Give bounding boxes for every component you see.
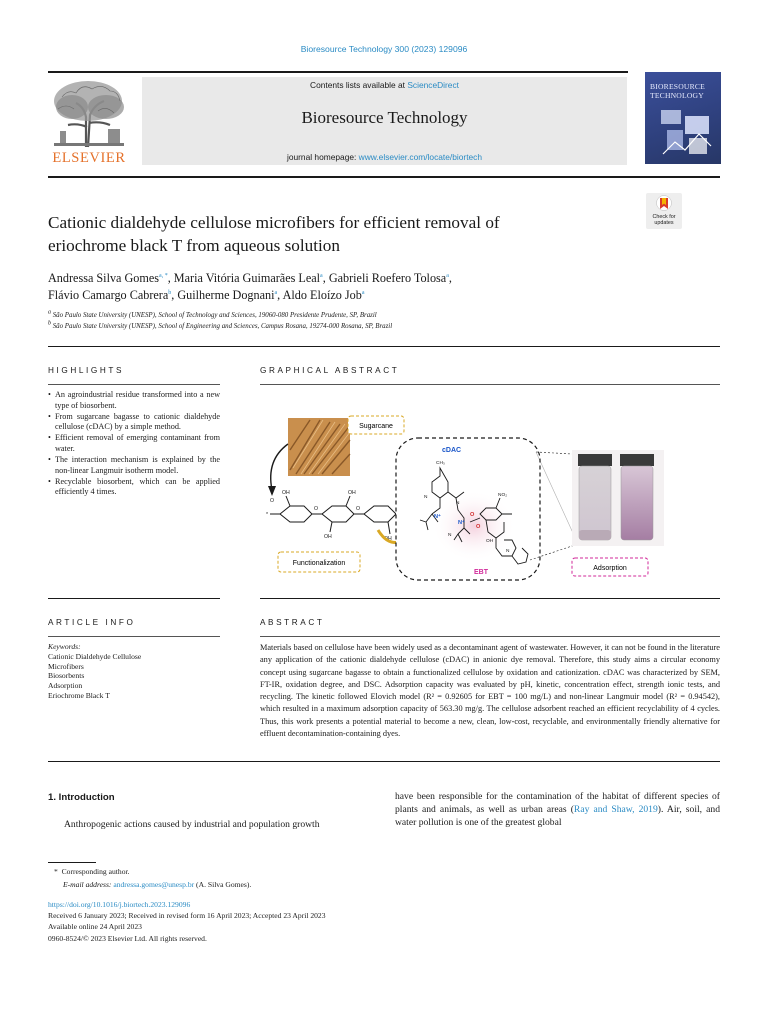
footnote-rule xyxy=(48,862,96,863)
check-updates-line2: updates xyxy=(654,220,674,226)
keyword-item: Eriochrome Black T xyxy=(48,690,110,700)
author-name[interactable]: Gabrieli Roefero Tolosa xyxy=(328,271,447,285)
check-for-updates-badge[interactable] xyxy=(646,193,682,229)
affiliations-rule xyxy=(48,346,720,347)
homepage-prefix: journal homepage: xyxy=(286,152,359,162)
highlight-item: • Efficient removal of emerging contaminant from water. xyxy=(48,433,220,454)
footnote-email xyxy=(63,879,251,890)
highlights-list xyxy=(48,390,220,498)
author-separator: , xyxy=(448,271,452,285)
svg-text:N: N xyxy=(448,533,452,538)
sugarcane-label: Sugarcane xyxy=(359,423,393,430)
email-link[interactable]: andressa.gomes@unesp.br xyxy=(113,880,195,889)
author-name[interactable]: Maria Vitória Guimarães Leal xyxy=(173,271,321,285)
author-affiliation-mark[interactable]: a xyxy=(361,289,365,296)
affiliations xyxy=(48,310,708,332)
abstract-bottom-rule xyxy=(48,761,720,762)
article-title-line1: Cationic dialdehyde cellulose microfibers for efficient removal of xyxy=(48,213,500,232)
cover-title-line2: TECHNOLOGY xyxy=(650,91,704,100)
author-affiliation-mark[interactable]: a xyxy=(274,289,278,296)
citation-link[interactable]: Ray and Shaw, 2019 xyxy=(573,804,658,815)
graphical-abstract-figure[interactable] xyxy=(260,410,720,582)
intro-text-b: ). Air, soil, and water pollution is one of the greatest global xyxy=(395,804,720,828)
footnote-corresponding xyxy=(54,866,130,877)
header-top-rule xyxy=(48,71,628,73)
author-name[interactable]: Andressa Silva Gomes xyxy=(48,271,160,285)
svg-text:*: * xyxy=(266,512,269,518)
adsorption-label: Adsorption xyxy=(593,565,627,572)
affiliation-mark: b xyxy=(48,320,51,327)
author-affiliation-mark[interactable]: a xyxy=(446,272,449,279)
author-name[interactable]: Aldo Eloízo Job xyxy=(282,288,362,302)
article-info-heading: ARTICLE INFO xyxy=(48,618,136,627)
abstract-heading: ABSTRACT xyxy=(260,618,325,627)
highlight-item: • From sugarcane bagasse to cationic dialdehyde cellulose (cDAC) by a simple method. xyxy=(48,412,220,433)
highlight-item: • Recyclable biosorbent, which can be applied efficiently 4 times. xyxy=(48,477,220,498)
article-title xyxy=(48,212,638,257)
abstract-rule xyxy=(260,636,720,637)
cellulose-structure xyxy=(270,496,406,534)
elsevier-logo[interactable] xyxy=(48,77,130,165)
doi-link[interactable]: https://doi.org/10.1016/j.biortech.2023.129096 xyxy=(48,900,191,909)
highlights-heading: HIGHLIGHTS xyxy=(48,366,125,375)
contents-prefix: Contents lists available at xyxy=(310,80,408,90)
article-title-line2: eriochrome black T from aqueous solution xyxy=(48,235,340,255)
abstract-top-rule xyxy=(260,598,720,599)
elsevier-tree-icon xyxy=(48,77,130,151)
author-separator: , xyxy=(322,271,329,285)
svg-text:O: O xyxy=(476,524,481,530)
ebt-label: EBT xyxy=(474,569,488,576)
affiliation-mark: a xyxy=(48,309,51,316)
check-updates-line1: Check for xyxy=(652,214,676,220)
affiliation-b xyxy=(48,321,708,332)
svg-text:N: N xyxy=(424,495,428,500)
author-affiliation-mark[interactable]: b xyxy=(168,289,172,296)
received-dates: Received 6 January 2023; Received in revised form 16 April 2023; Accepted 23 April 2023 xyxy=(48,911,326,921)
author-separator: , xyxy=(167,271,174,285)
keyword-item: Cationic Dialdehyde Cellulose xyxy=(48,651,142,661)
author-name[interactable]: Flávio Camargo Cabrera xyxy=(48,288,169,302)
cover-title-line1: BIORESOURCE xyxy=(650,82,705,91)
sciencedirect-link[interactable]: ScienceDirect xyxy=(407,80,459,90)
keywords-block xyxy=(48,642,220,701)
email-suffix: (A. Silva Gomes). xyxy=(194,880,252,889)
introduction-heading: 1. Introduction xyxy=(48,792,115,803)
author-affiliation-mark[interactable]: a, * xyxy=(159,272,168,279)
affiliation-text: São Paulo State University (UNESP), School of Engineering and Sciences, Campus Rosana, 19274-000 Rosana, SP, Brazil xyxy=(52,323,393,330)
article-info-rule xyxy=(48,636,220,637)
graphical-abstract-heading: GRAPHICAL ABSTRACT xyxy=(260,366,400,375)
journal-header-band xyxy=(142,77,627,165)
author-line-2 xyxy=(48,287,668,304)
highlight-item: • The interaction mechanism is explained by the non-linear Langmuir isotherm model. xyxy=(48,455,220,476)
cdac-label: cDAC xyxy=(442,447,462,454)
graphical-abstract-svg xyxy=(260,410,720,582)
journal-reference[interactable]: Bioresource Technology 300 (2023) 129096 xyxy=(300,44,468,54)
highlight-item: • An agroindustrial residue transformed into a new type of biosorbent. xyxy=(48,390,220,411)
svg-text:O: O xyxy=(270,498,275,504)
contents-available-line xyxy=(142,80,627,90)
corresponding-author-text: Corresponding author. xyxy=(61,867,130,876)
introduction-col2-text xyxy=(395,790,720,829)
author-list xyxy=(48,270,668,304)
svg-text:N⁺: N⁺ xyxy=(434,514,441,520)
svg-text:N⁺: N⁺ xyxy=(458,520,465,526)
functionalization-label: Functionalization xyxy=(292,560,346,567)
svg-text:OH: OH xyxy=(384,536,392,542)
available-online: Available online 24 April 2023 xyxy=(48,922,142,932)
elsevier-wordmark: ELSEVIER xyxy=(52,150,126,166)
svg-text:O: O xyxy=(470,512,475,518)
header-bottom-rule xyxy=(48,176,720,178)
svg-text:NO₂: NO₂ xyxy=(498,493,508,498)
svg-text:O: O xyxy=(314,506,319,512)
highlights-rule xyxy=(48,384,220,385)
journal-title: Bioresource Technology xyxy=(301,108,468,127)
author-line-1 xyxy=(48,270,668,287)
affiliation-a xyxy=(48,310,708,321)
cover-graphic-icon xyxy=(659,106,715,160)
graphical-abstract-rule xyxy=(260,384,720,385)
svg-text:N: N xyxy=(506,549,510,554)
email-label: E-mail address: xyxy=(63,880,114,889)
intro-text-a: have been responsible for the contamination of the habitat of different species of plants and animals, as well as urban areas ( xyxy=(395,791,720,815)
sugarcane-bagasse-image xyxy=(288,418,350,476)
adsorption-vials-image xyxy=(572,450,664,546)
bookmark-icon xyxy=(656,195,672,213)
journal-homepage-link[interactable]: www.elsevier.com/locate/biortech xyxy=(358,152,483,162)
author-separator: , xyxy=(277,288,283,302)
keyword-item: Adsorption xyxy=(48,681,83,691)
svg-text:OH: OH xyxy=(486,539,494,544)
footnote-star: * xyxy=(54,867,62,876)
svg-text:O: O xyxy=(356,506,361,512)
article-info-top-rule xyxy=(48,598,220,599)
svg-text:CH₃: CH₃ xyxy=(436,461,445,466)
copyright: 0960-8524/© 2023 Elsevier Ltd. All rights reserved. xyxy=(48,933,207,943)
article-history xyxy=(48,899,326,944)
introduction-col1-text: Anthropogenic actions caused by industrial and population growth xyxy=(64,819,320,830)
abstract-text: Materials based on cellulose have been widely used as a decontaminant agent of wastewater. However, it can not be found in the literature any application of the cationic dialdehyde cellulose (cDAC) in anionic dye removal. Therefore, this study aims a circular economy concept using sugarcane bagasse to obtain a functionalized cellulose by oxidation and cationization. cDAC was characterized by SEM, FT-IR, oxidation degree, and DSC. Adsorption capacity was evaluated by pH, kinetic, concentration effect, strength ionic tests, and recycling. The kinetic followed Elovich model (R² = 0.92605 for EBT = 100 mg/L) and non-linear Langmuir model (R² = 0.94542), which resulted in a maximum adsorption capacity of 563.30 mg/g. The cellulose adsorbent reached an efficient recyclability of 4 cycles. Thus, this work presents a potential material to become a new, clean, low-cost, recyclable, and environmentally friendly alternative for effluent decontamination-containing dyes. xyxy=(260,643,720,739)
svg-text:N: N xyxy=(456,501,460,506)
author-affiliation-mark[interactable]: a xyxy=(320,272,323,279)
journal-homepage-line xyxy=(142,152,627,162)
keyword-item: Biosorbents xyxy=(48,671,85,681)
svg-text:OH: OH xyxy=(348,490,356,496)
journal-cover-image[interactable] xyxy=(645,72,721,164)
author-separator: , xyxy=(171,288,178,302)
keyword-item: Microfibers xyxy=(48,661,84,671)
author-name[interactable]: Guilherme Dognani xyxy=(177,288,275,302)
svg-text:OH: OH xyxy=(324,534,332,540)
affiliation-text: São Paulo State University (UNESP), School of Technology and Sciences, 19060-080 Presidente Prudente, SP, Brazil xyxy=(52,312,377,319)
svg-text:OH: OH xyxy=(282,490,290,496)
keywords-label: Keywords: xyxy=(48,642,81,651)
